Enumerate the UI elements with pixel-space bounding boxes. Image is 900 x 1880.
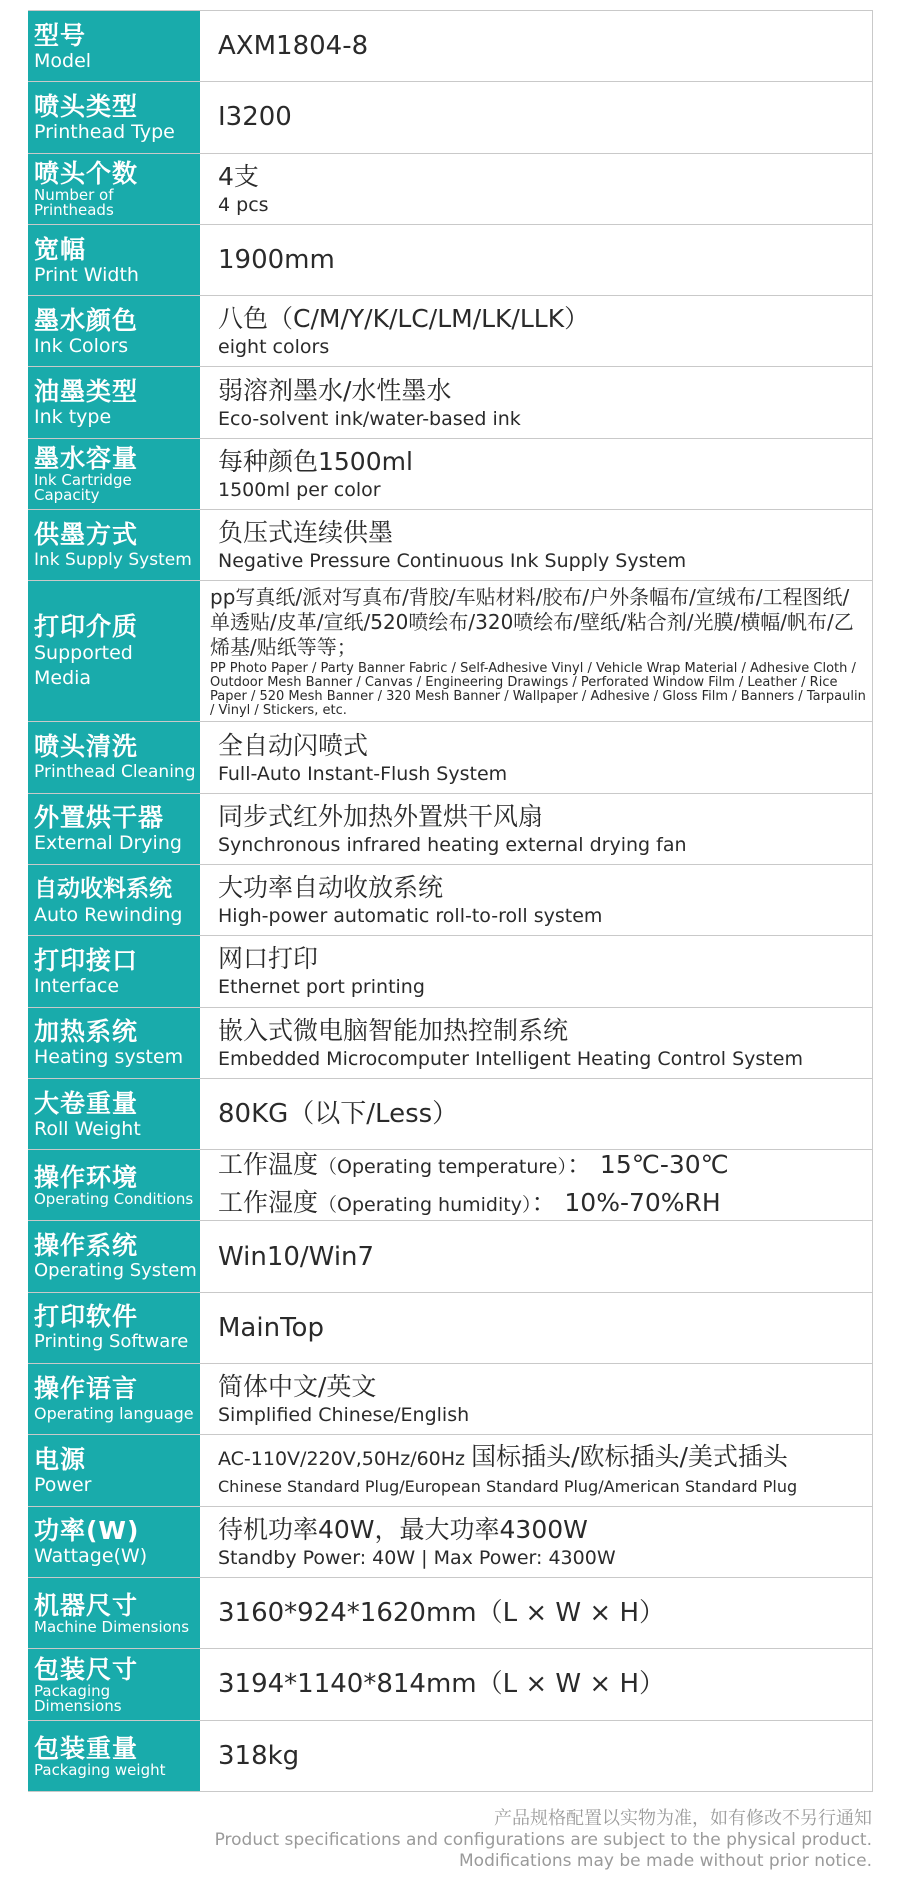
spec-value [200,225,873,295]
label-en: Operating language [34,1403,194,1423]
label-zh: 打印软件 [34,1302,139,1332]
label-en: Ink Colors [34,334,129,357]
power-line [218,1441,868,1475]
spec-value [200,439,873,509]
label-en: Operating Conditions [34,1190,194,1209]
spec-row-roll-weight [28,1079,873,1150]
spec-row-interface [28,936,873,1007]
spec-label [28,794,200,864]
value-en: Chinese Standard Plug/European Standard Plug/American Standard Plug [218,1477,798,1497]
spec-table [28,10,873,1792]
spec-label [28,1649,200,1719]
label-zh: 操作环境 [34,1163,139,1193]
spec-label [28,581,200,721]
label-en: Machine Dimensions [34,1618,190,1637]
spec-value [200,1721,873,1791]
label-zh: 油墨类型 [34,377,139,407]
value-en: Standby Power: 40W | Max Power: 4300W [218,1546,616,1569]
value-zh: 4支 [218,161,259,191]
label-en: Interface [34,974,120,997]
spec-label [28,1721,200,1791]
spec-row-wattage [28,1507,873,1578]
value-zh: 简体中文/英文 [218,1372,377,1402]
label-en: Number of Printheads [34,186,114,220]
label-zh: 喷头类型 [34,91,139,121]
label-zh: 机器尺寸 [34,1591,139,1621]
label-zh: 墨水容量 [34,444,139,474]
disclaimer-en-line2: Modifications may be made without prior notice. [459,1851,872,1871]
value-text: 3160*924*1620mm（L × W × H） [218,1598,665,1629]
value-zh: 每种颜色1500ml [218,446,413,476]
value-zh: 大功率自动收放系统 [218,873,444,903]
value-text: 80KG（以下/Less） [218,1099,459,1129]
spec-label [28,1079,200,1149]
label-zh: 墨水颜色 [34,305,139,335]
value-en: Full-Auto Instant-Flush System [218,762,508,785]
label-zh: 喷头清洗 [34,732,139,762]
spec-label [28,1293,200,1363]
spec-value [200,154,873,224]
spec-value [200,1649,873,1719]
spec-row-packaging-dimensions [28,1649,873,1720]
value-en: 4 pcs [218,193,269,216]
label-en: Ink type [34,406,112,429]
temperature-line [218,1150,868,1185]
label-en: Supported Media [34,641,133,689]
spec-value [200,1578,873,1648]
spec-row-auto-rewinding [28,865,873,936]
spec-value [200,510,873,580]
spec-value [200,1435,873,1505]
voltage-value: AC-110V/220V,50Hz/60Hz [218,1448,466,1471]
value-zh: 待机功率40W，最大功率4300W [218,1514,588,1544]
value-text: Win10/Win7 [218,1241,375,1272]
label-en: Heating system [34,1046,184,1069]
humidity-label: 工作湿度 [218,1188,319,1218]
value-zh: 负压式连续供墨 [218,518,394,548]
spec-row-ink-capacity [28,439,873,510]
label-zh: 加热系统 [34,1017,139,1047]
label-zh: 打印接口 [34,945,139,975]
spec-label [28,11,200,81]
spec-label [28,1578,200,1648]
spec-label [28,1364,200,1434]
spec-value [200,794,873,864]
disclaimer-footer [27,1807,872,1872]
label-zh: 电源 [34,1444,87,1474]
spec-label [28,154,200,224]
label-en: Print Width [34,263,139,286]
disclaimer-en-line1: Product specifications and configurations are subject to the physical product. [214,1830,872,1850]
value-text: MainTop [218,1312,324,1343]
spec-value [200,11,873,81]
spec-row-heating-system [28,1008,873,1079]
value-zh: 嵌入式微电脑智能加热控制系统 [218,1015,569,1045]
plug-types: 国标插头/欧标插头/美式插头 [471,1442,788,1472]
spec-row-supported-media [28,581,873,722]
spec-row-packaging-weight [28,1721,873,1792]
spec-row-model [28,11,873,82]
spec-row-machine-dimensions [28,1578,873,1649]
label-en: Printing Software [34,1331,189,1353]
spec-label [28,1221,200,1291]
label-en: Power [34,1473,92,1496]
spec-row-external-drying [28,794,873,865]
value-en: Ethernet port printing [218,976,425,999]
label-en: Wattage(W) [34,1545,148,1568]
spec-value [200,581,873,721]
spec-value [200,1150,873,1220]
spec-label [28,1008,200,1078]
label-en: Ink Cartridge Capacity [34,471,132,505]
label-zh: 大卷重量 [34,1088,139,1118]
spec-label [28,1150,200,1220]
spec-row-operating-conditions [28,1150,873,1221]
spec-row-operating-system [28,1221,873,1292]
spec-row-ink-supply [28,510,873,581]
label-zh: 供墨方式 [34,519,139,549]
spec-value [200,1293,873,1363]
value-en: Synchronous infrared heating external drying fan [218,833,687,856]
humidity-label-en: （Operating humidity） [318,1194,532,1217]
value-zh: 全自动闪喷式 [218,730,369,760]
value-zh: 同步式红外加热外置烘干风扇 [218,801,544,831]
spec-label [28,439,200,509]
temperature-label: 工作温度 [218,1150,319,1180]
spec-value [200,1008,873,1078]
spec-label [28,367,200,437]
value-zh: pp写真纸/派对写真布/背胶/车贴材料/胶布/户外条幅布/宣绒布/工程图纸/单透贴/皮革/宣纸/520喷绘布/320喷绘布/壁纸/粘合剂/光膜/横幅/帆布/乙烯基/贴纸等等； [210,584,854,659]
value-en: eight colors [218,336,330,359]
spec-label [28,296,200,366]
label-zh: 外置烘干器 [34,803,165,833]
spec-value [200,367,873,437]
disclaimer-zh: 产品规格配置以实物为准，如有修改不另行通知 [494,1808,872,1829]
spec-label [28,510,200,580]
spec-label [28,936,200,1006]
label-zh: 操作系统 [34,1231,139,1261]
label-en: Printhead Type [34,120,175,143]
value-en: Eco-solvent ink/water-based ink [218,407,521,430]
spec-label [28,82,200,152]
spec-label [28,225,200,295]
label-en: Printhead Cleaning [34,762,196,783]
value-zh: 八色（C/M/Y/K/LC/LM/LK/LLK） [218,304,590,334]
label-en: Packaging Dimensions [34,1681,122,1715]
label-en: Model [34,49,92,72]
temperature-label-en: （Operating temperature） [318,1156,567,1179]
label-zh: 自动收料系统 [34,875,172,902]
label-en: Operating System [34,1260,197,1282]
value-text: AXM1804-8 [218,31,369,62]
spec-value [200,82,873,152]
value-en: Negative Pressure Continuous Ink Supply System [218,550,687,573]
spec-value [200,296,873,366]
spec-row-printhead-cleaning [28,722,873,793]
label-en: Ink Supply System [34,549,192,570]
value-en: Simplified Chinese/English [218,1404,470,1427]
label-zh: 喷头个数 [34,159,139,189]
value-en: High-power automatic roll-to-roll system [218,905,603,928]
label-zh: 包装重量 [34,1733,139,1763]
temperature-value: ： 15℃-30℃ [566,1150,729,1180]
spec-row-power [28,1435,873,1506]
spec-value [200,722,873,792]
humidity-line [218,1185,868,1220]
label-zh: 型号 [34,20,87,50]
spec-row-ink-colors [28,296,873,367]
value-zh: 弱溶剂墨水/水性墨水 [218,375,452,405]
value-text: 1900mm [218,245,335,276]
value-en: 1500ml per color [218,478,381,501]
label-en: Packaging weight [34,1760,166,1779]
label-zh: 包装尺寸 [34,1654,139,1684]
spec-row-printing-software [28,1293,873,1364]
value-text: 3194*1140*814mm（L × W × H） [218,1669,665,1700]
spec-value [200,1221,873,1291]
spec-value [200,1364,873,1434]
spec-row-printhead-count [28,154,873,225]
spec-row-printhead-type [28,82,873,153]
spec-label [28,1507,200,1577]
spec-value [200,936,873,1006]
spec-row-print-width [28,225,873,296]
value-en: PP Photo Paper / Party Banner Fabric / Self-Adhesive Vinyl / Vehicle Wrap Material / Adhesive Cloth / Outdoor Mesh Banner / Canvas / Engineering Drawings / Perforated Window Film / Leather / Rice Paper / 520 Mesh Banner / 320 Mesh Banner / Wallpaper / Adhesive / Gloss Film / Banners / Tarpaulin / Vinyl / Stickers, etc. [210,660,866,718]
spec-value [200,1507,873,1577]
label-en: External Drying [34,832,182,855]
label-zh: 功率(W) [34,1516,140,1546]
spec-label [28,722,200,792]
value-text: I3200 [218,102,292,133]
spec-value [200,1079,873,1149]
spec-label [28,865,200,935]
value-en: Embedded Microcomputer Intelligent Heating Control System [218,1047,803,1070]
label-zh: 操作语言 [34,1373,139,1403]
value-zh: 网口打印 [218,944,319,974]
label-zh: 宽幅 [34,234,87,264]
spec-value [200,865,873,935]
spec-row-operating-language [28,1364,873,1435]
humidity-value: ： 10%-70%RH [531,1188,721,1218]
label-en: Roll Weight [34,1117,141,1140]
label-zh: 打印介质 [34,611,139,641]
label-en: Auto Rewinding [34,903,183,926]
value-text: 318kg [218,1740,300,1771]
spec-label [28,1435,200,1505]
spec-row-ink-type [28,367,873,438]
